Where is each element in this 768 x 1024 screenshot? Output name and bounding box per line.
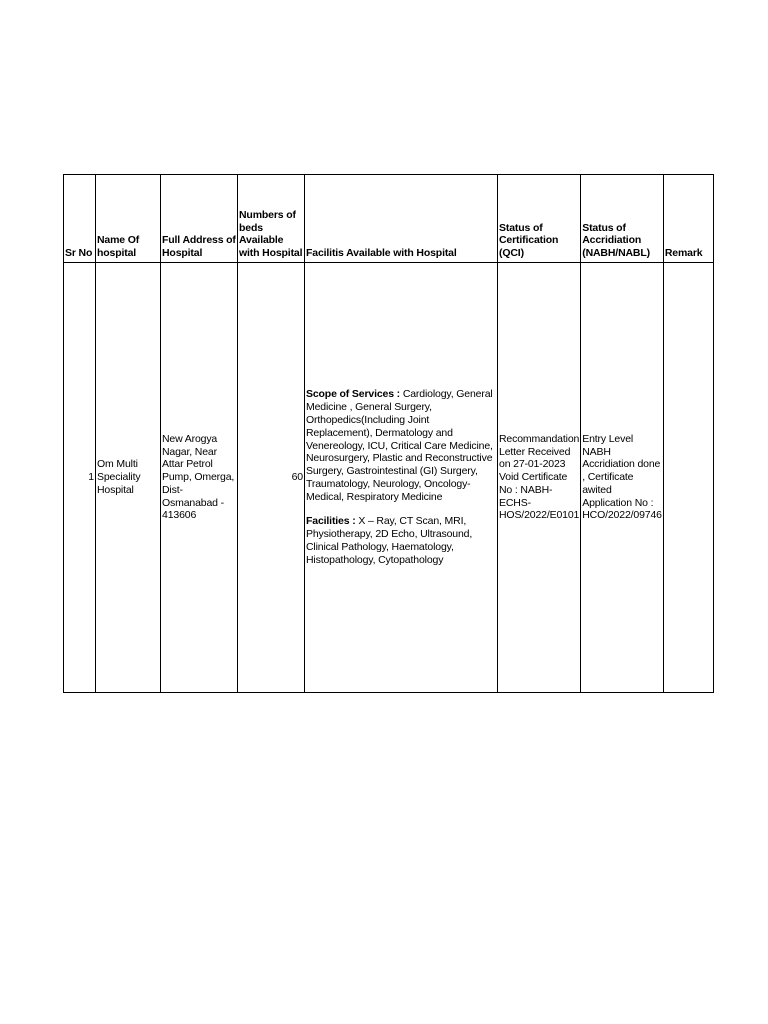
cell-full-address: New Arogya Nagar, Near Attar Petrol Pump, Omerga, Dist- Osmanabad - 413606 [161, 263, 238, 693]
scope-text: Cardiology, General Medicine , General Surgery, Orthopedics(Including Joint Replacement), Dermatology and Venereology, ICU, Critical Care Medicine, Neurosurgery, Plastic and Reconstructive Surgery, Gastrointestinal (GI) Surgery, Traumatology, Neurology, Oncology-Medical, Respiratory Medicine [306, 388, 493, 503]
header-hospital-name: Name Of hospital [96, 175, 161, 263]
cell-accreditation: Entry Level NABH Accridiation done , Certificate awited Application No : HCO/2022/09746 [581, 263, 664, 693]
table-row [64, 263, 714, 693]
header-facilities: Facilitis Available with Hospital [305, 175, 498, 263]
header-full-address: Full Address of Hospital [161, 175, 238, 263]
scope-of-services [306, 388, 496, 503]
facilities-text: X – Ray, CT Scan, MRI, Physiotherapy, 2D Echo, Ultrasound, Clinical Pathology, Haematology, Histopathology, Cytopathology [306, 515, 473, 566]
header-remark: Remark [663, 175, 713, 263]
cell-hospital-name: Om Multi Speciality Hospital [96, 263, 161, 693]
cell-sr-no: 1 [64, 263, 96, 693]
scope-label: Scope of Services : [306, 388, 401, 401]
header-accreditation: Status of Accridiation (NABH/NABL) [581, 175, 664, 263]
header-sr-no: Sr No [64, 175, 96, 263]
header-row [64, 175, 714, 263]
cell-certification: Recommandation Letter Received on 27-01-2023 Void Certificate No : NABH-ECHS-HOS/2022/E0101 [498, 263, 581, 693]
header-certification: Status of Certification (QCI) [498, 175, 581, 263]
cell-remark [663, 263, 713, 693]
header-beds: Numbers of beds Available with Hospital [238, 175, 305, 263]
hospital-table [63, 174, 714, 693]
cell-facilities [305, 263, 498, 693]
facilities-list [306, 515, 496, 566]
facilities-label: Facilities : [306, 515, 356, 528]
cell-beds: 60 [238, 263, 305, 693]
